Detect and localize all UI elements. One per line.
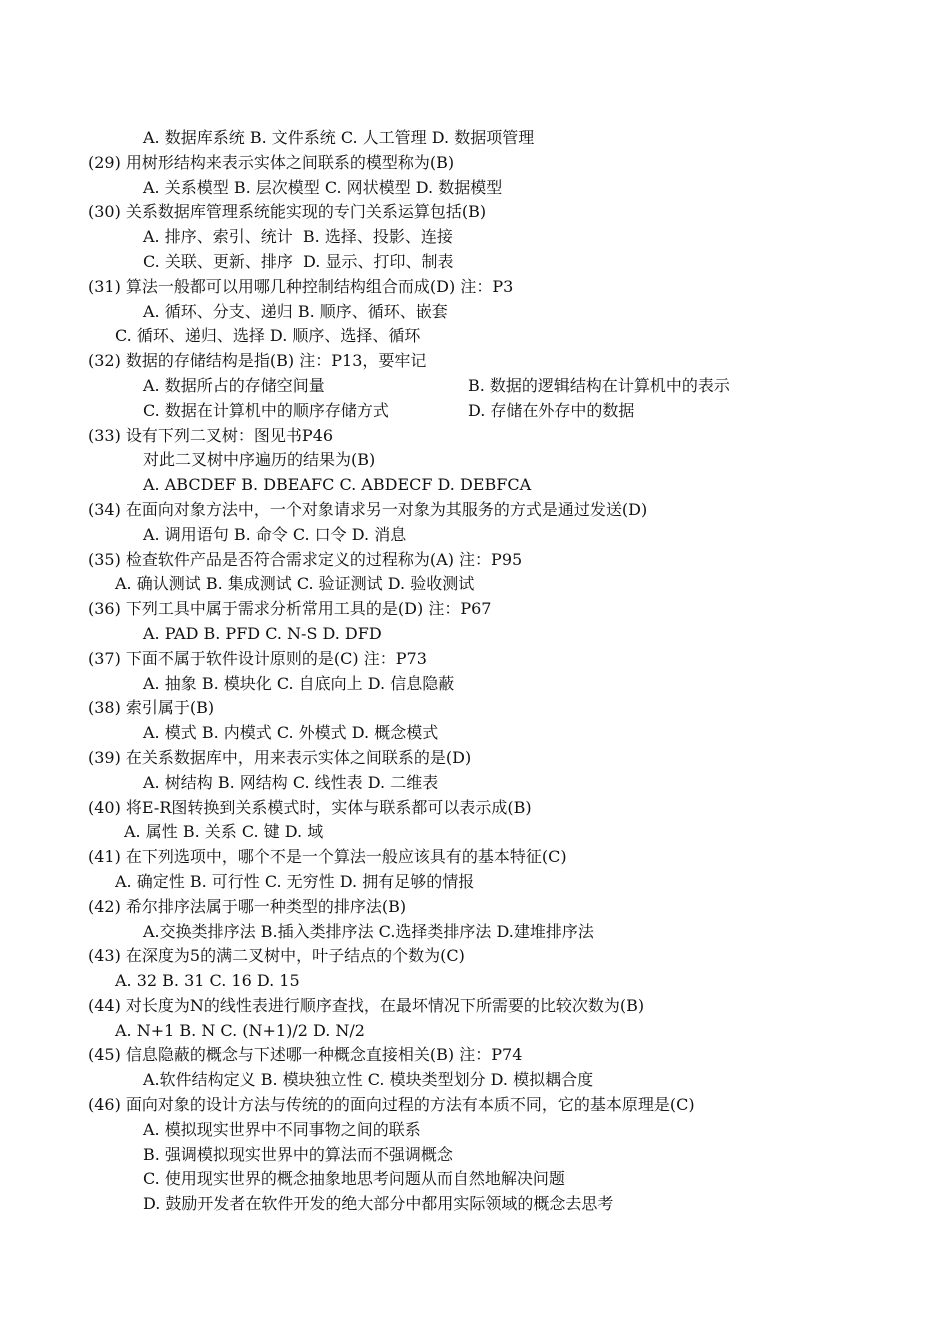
option-line [0,399,950,424]
option-line: C. 关联、更新、排序 D. 显示、打印、制表 [143,251,454,271]
option-line: A. ABCDEF B. DBEAFC C. ABDECF D. DEBFCA [143,475,532,495]
option-line: 对此二叉树中序遍历的结果为(B) [143,450,376,470]
question-line: (34) 在面向对象方法中，一个对象请求另一对象为其服务的方式是通过发送(D) [88,499,648,519]
question-line: (38) 索引属于(B) [88,698,215,718]
option-line: A.软件结构定义 B. 模块独立性 C. 模块类型划分 D. 模拟耦合度 [143,1070,594,1090]
option-line: C. 循环、递归、选择 D. 顺序、选择、循环 [115,326,421,346]
question-line: (33) 设有下列二叉树：图见书P46 [88,425,334,445]
option-line: A. 确认测试 B. 集成测试 C. 验证测试 D. 验收测试 [115,574,475,594]
option-line: A. 确定性 B. 可行性 C. 无穷性 D. 拥有足够的情报 [115,871,475,891]
option-line: A. PAD B. PFD C. N-S D. DFD [143,623,382,643]
option-line: A. 调用语句 B. 命令 C. 口令 D. 消息 [143,524,407,544]
option-text: A. 数据所占的存储空间量 [143,375,325,395]
question-line: (46) 面向对象的设计方法与传统的的面向过程的方法有本质不同，它的基本原理是(C) [88,1095,695,1115]
question-line: (30) 关系数据库管理系统能实现的专门关系运算包括(B) [88,202,487,222]
question-line: (40) 将E-R图转换到关系模式时，实体与联系都可以表示成(B) [88,797,532,817]
question-line: (31) 算法一般都可以用哪几种控制结构组合而成(D) 注：P3 [88,276,514,296]
question-line: (36) 下列工具中属于需求分析常用工具的是(D) 注：P67 [88,599,492,619]
question-line: (45) 信息隐蔽的概念与下述哪一种概念直接相关(B) 注：P74 [88,1045,523,1065]
option-line: A. 属性 B. 关系 C. 键 D. 域 [124,822,324,842]
question-line: (43) 在深度为5的满二叉树中，叶子结点的个数为(C) [88,946,465,966]
question-line: (37) 下面不属于软件设计原则的是(C) 注：P73 [88,648,427,668]
question-list [0,126,950,1217]
question-line: (29) 用树形结构来表示实体之间联系的模型称为(B) [88,152,455,172]
option-line [0,374,950,399]
option-line: A. 数据库系统 B. 文件系统 C. 人工管理 D. 数据项管理 [143,128,535,147]
option-text: B. 数据的逻辑结构在计算机中的表示 [468,375,730,395]
option-line: A. 树结构 B. 网结构 C. 线性表 D. 二维表 [143,772,439,792]
question-line: (39) 在关系数据库中，用来表示实体之间联系的是(D) [88,747,472,767]
question-line: (35) 检查软件产品是否符合需求定义的过程称为(A) 注：P95 [88,549,523,569]
question-line: (41) 在下列选项中，哪个不是一个算法一般应该具有的基本特征(C) [88,847,567,867]
option-text: C. 数据在计算机中的顺序存储方式 [143,400,389,420]
option-line: A. 模拟现实世界中不同事物之间的联系 [143,1119,421,1139]
option-line: A. 模式 B. 内模式 C. 外模式 D. 概念模式 [143,723,439,743]
option-text: D. 存储在外存中的数据 [468,400,635,420]
question-line: (44) 对长度为N的线性表进行顺序查找，在最坏情况下所需要的比较次数为(B) [88,995,645,1015]
option-line: A. N+1 B. N C. (N+1)/2 D. N/2 [115,1020,365,1040]
option-line: D. 鼓励开发者在软件开发的绝大部分中都用实际领域的概念去思考 [143,1194,614,1214]
option-line: A. 循环、分支、递归 B. 顺序、循环、嵌套 [143,301,448,321]
question-line: (32) 数据的存储结构是指(B) 注：P13，要牢记 [88,351,427,371]
option-line: B. 强调模拟现实世界中的算法而不强调概念 [143,1144,453,1164]
option-line: C. 使用现实世界的概念抽象地思考问题从而自然地解决问题 [143,1169,565,1189]
option-line: A. 抽象 B. 模块化 C. 自底向上 D. 信息隐蔽 [143,673,455,693]
option-line: A. 32 B. 31 C. 16 D. 15 [115,971,300,991]
option-line: A. 排序、索引、统计 B. 选择、投影、连接 [143,227,453,247]
option-line: A. 关系模型 B. 层次模型 C. 网状模型 D. 数据模型 [143,177,503,197]
question-line: (42) 希尔排序法属于哪一种类型的排序法(B) [88,896,407,916]
option-line: A.交换类排序法 B.插入类排序法 C.选择类排序法 D.建堆排序法 [143,921,594,941]
